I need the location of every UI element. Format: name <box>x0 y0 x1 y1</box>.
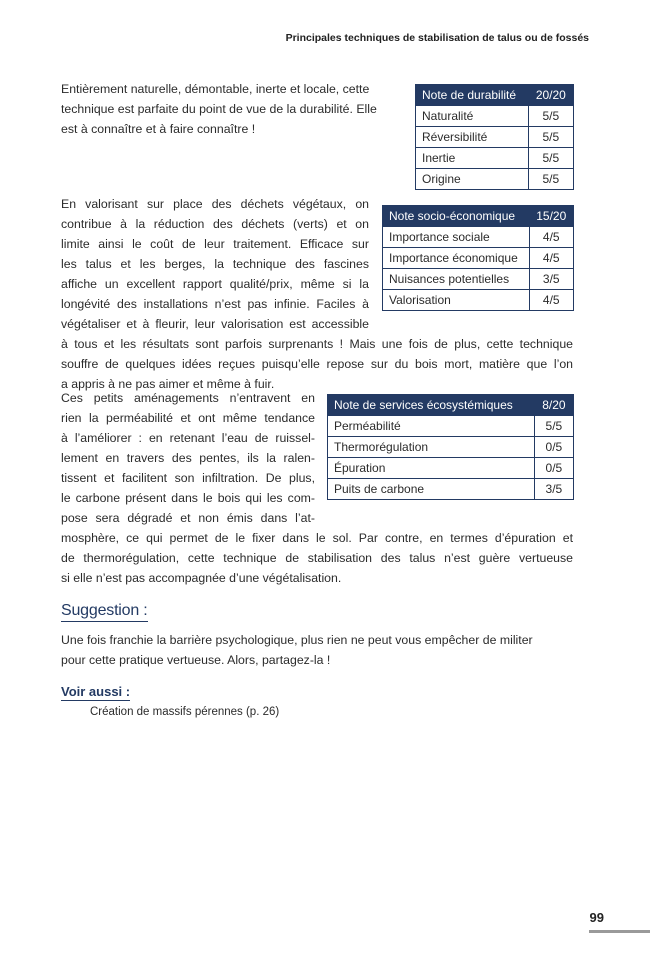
text-line: est à connaître et à faire connaître ! <box>61 122 256 136</box>
text-line: limite ainsi le coût de leur traitement. Efficace sur <box>61 237 369 251</box>
row-score: 5/5 <box>534 416 573 437</box>
text-line: contribue à la réduction des déchets (verts) et on <box>61 217 369 231</box>
table-row <box>328 479 574 500</box>
table-title: Note de services écosystémiques <box>328 395 535 416</box>
table-row <box>416 169 574 190</box>
row-score: 4/5 <box>529 227 573 248</box>
page-number: 99 <box>589 910 604 925</box>
table-row <box>383 269 574 290</box>
text-line: En valorisant sur place des déchets végétaux, on <box>61 197 369 211</box>
row-score: 5/5 <box>528 106 573 127</box>
row-score: 4/5 <box>529 248 573 269</box>
running-header: Principales techniques de stabilisation de talus ou de fossés <box>285 32 589 44</box>
text-line: Entièrement naturelle, démontable, inerte et locale, cette <box>61 82 370 96</box>
row-label: Importance économique <box>383 248 530 269</box>
text-line: tissent et facilitent son infiltration. De plus, <box>61 471 315 485</box>
text-line: technique est parfaite du point de vue de la durabilité. Elle <box>61 102 377 116</box>
row-label: Naturalité <box>416 106 529 127</box>
row-label: Réversibilité <box>416 127 529 148</box>
text-line: pose sera dégradé et non émis dans l’at- <box>61 511 315 525</box>
text-line: a appris à ne pas aimer et même à fuir. <box>61 377 275 391</box>
text-line: mosphère, ce qui permet de le fixer dans le sol. Par contre, en termes d’épuration et <box>61 531 573 545</box>
text-line: Ces petits aménagements n’entravent en <box>61 391 315 405</box>
row-label: Importance sociale <box>383 227 530 248</box>
table-row <box>383 290 574 311</box>
see-also-heading: Voir aussi : <box>61 684 131 699</box>
text-line: les talus et les berges, la technique des fascines <box>61 257 369 271</box>
row-label: Puits de carbone <box>328 479 535 500</box>
text-line: pour cette pratique vertueuse. Alors, partagez-la ! <box>61 653 331 667</box>
table-row <box>328 458 574 479</box>
text-line: affiche un excellent rapport qualité/prix, même si la <box>61 277 369 291</box>
text-line: végétaliser et à fleurir, leur valorisation est accessible <box>61 317 369 331</box>
paragraph-durabilite <box>61 79 401 139</box>
row-score: 5/5 <box>528 169 573 190</box>
row-score: 4/5 <box>529 290 573 311</box>
row-label: Valorisation <box>383 290 530 311</box>
row-label: Nuisances potentielles <box>383 269 530 290</box>
row-label: Inertie <box>416 148 529 169</box>
table-total: 8/20 <box>534 395 573 416</box>
text-line: à tous et les résultats sont parfois surprenants ! Mais une fois de plus, cette technique <box>61 337 573 351</box>
table-row <box>328 437 574 458</box>
see-also-link[interactable]: Création de massifs pérennes (p. 26) <box>90 706 280 718</box>
text-line: longévité des installations n’est pas infinie. Faciles à <box>61 297 369 311</box>
ecosystem-services-score-table <box>327 394 574 500</box>
row-score: 0/5 <box>534 437 573 458</box>
table-row <box>416 127 574 148</box>
row-score: 5/5 <box>528 148 573 169</box>
text-line: rien la perméabilité et ont même tendance <box>61 411 315 425</box>
table-total: 15/20 <box>529 206 573 227</box>
text-line: à l’améliorer : en retenant l’eau de ruissel- <box>61 431 315 445</box>
text-line: Une fois franchie la barrière psychologique, plus rien ne peut vous empêcher de militer <box>61 633 533 647</box>
text-line: souffre de quelques idées reçues puisqu’elle repose sur du bois mort, matière que l’on <box>61 357 573 371</box>
row-label: Thermorégulation <box>328 437 535 458</box>
row-score: 5/5 <box>528 127 573 148</box>
table-row <box>416 106 574 127</box>
text-line: si elle n’est pas accompagnée d’une végétalisation. <box>61 571 342 585</box>
row-score: 0/5 <box>534 458 573 479</box>
row-label: Épuration <box>328 458 535 479</box>
table-row <box>383 248 574 269</box>
table-title: Note de durabilité <box>416 85 529 106</box>
suggestion-paragraph <box>61 630 581 670</box>
durability-score-table <box>415 84 574 190</box>
table-row <box>328 416 574 437</box>
text-line: lement en travers des pentes, ils la ralen- <box>61 451 315 465</box>
row-label: Origine <box>416 169 529 190</box>
table-title: Note socio-économique <box>383 206 530 227</box>
text-line: le carbone présent dans le bois qui les com- <box>61 491 315 505</box>
table-row <box>416 148 574 169</box>
row-label: Perméabilité <box>328 416 535 437</box>
table-total: 20/20 <box>528 85 573 106</box>
text-line: de thermorégulation, cette technique de stabilisation des talus n’est guère vertueuse <box>61 551 573 565</box>
row-score: 3/5 <box>529 269 573 290</box>
socio-economic-score-table <box>382 205 574 311</box>
page-number-rule <box>589 930 650 933</box>
row-score: 3/5 <box>534 479 573 500</box>
suggestion-heading: Suggestion : <box>61 602 148 622</box>
table-row <box>383 227 574 248</box>
